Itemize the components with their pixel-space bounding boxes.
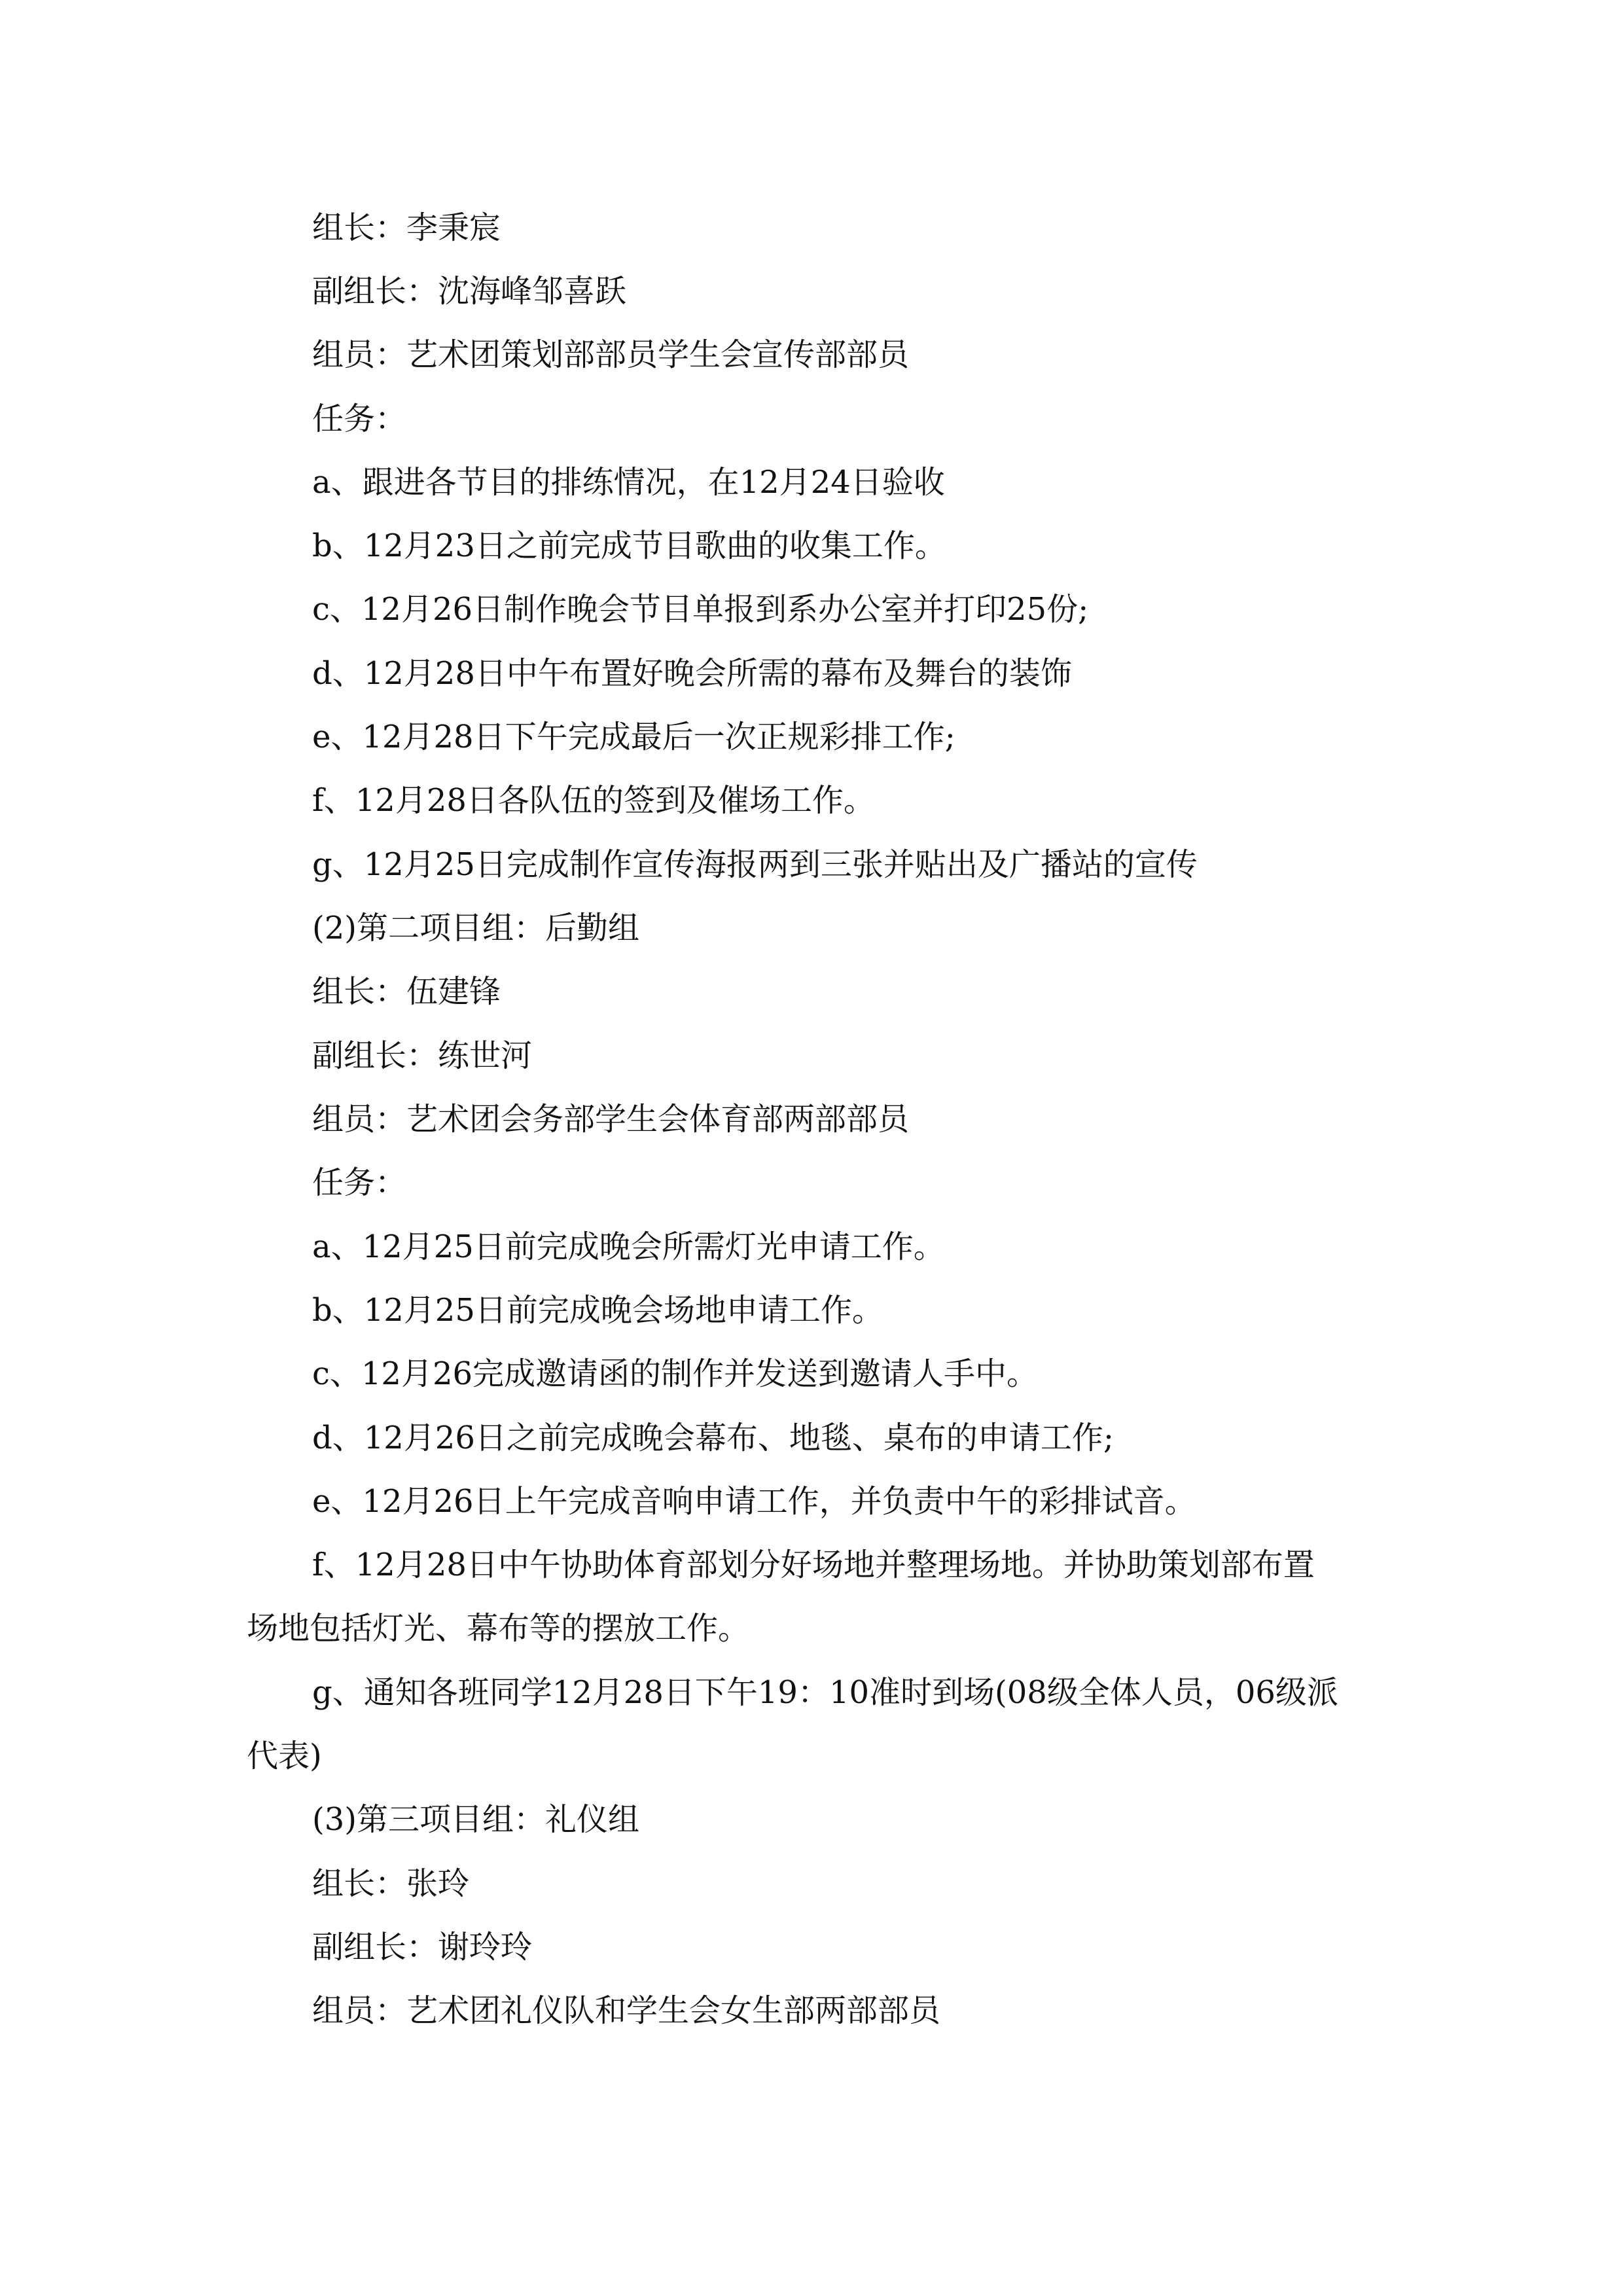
group2-task-g-continued: 代表) bbox=[247, 1738, 322, 1774]
group3-vice-leader: 副组长：谢玲玲 bbox=[312, 1929, 533, 1965]
group1-leader: 组长：李秉宸 bbox=[312, 209, 501, 246]
group1-task-f: f、12月28日各队伍的签到及催场工作。 bbox=[312, 782, 875, 819]
group1-task-e: e、12月28日下午完成最后一次正规彩排工作; bbox=[312, 719, 955, 755]
group3-leader: 组长：张玲 bbox=[312, 1865, 470, 1902]
group3-members: 组员：艺术团礼仪队和学生会女生部两部部员 bbox=[312, 1992, 941, 2029]
group2-task-f: f、12月28日中午协助体育部划分好场地并整理场地。并协助策划部布置 bbox=[312, 1547, 1315, 1583]
group3-heading: (3)第三项目组：礼仪组 bbox=[312, 1801, 639, 1838]
group2-task-e: e、12月26日上午完成音响申请工作，并负责中午的彩排试音。 bbox=[312, 1483, 1196, 1520]
group2-task-c: c、12月26完成邀请函的制作并发送到邀请人手中。 bbox=[312, 1355, 1039, 1392]
group2-task-b: b、12月25日前完成晚会场地申请工作。 bbox=[312, 1292, 883, 1329]
group1-task-d: d、12月28日中午布置好晚会所需的幕布及舞台的装饰 bbox=[312, 655, 1072, 692]
group1-members: 组员：艺术团策划部部员学生会宣传部部员 bbox=[312, 336, 910, 373]
group2-leader: 组长：伍建锋 bbox=[312, 973, 501, 1010]
group1-task-a: a、跟进各节目的排练情况，在12月24日验收 bbox=[312, 464, 945, 501]
group2-task-f-continued: 场地包括灯光、幕布等的摆放工作。 bbox=[247, 1610, 750, 1647]
group2-heading: (2)第二项目组：后勤组 bbox=[312, 910, 639, 946]
group2-tasks-heading: 任务： bbox=[312, 1164, 407, 1201]
group1-task-g: g、12月25日完成制作宣传海报两到三张并贴出及广播站的宣传 bbox=[312, 846, 1198, 883]
group1-task-b: b、12月23日之前完成节目歌曲的收集工作。 bbox=[312, 528, 946, 564]
group1-vice-leader: 副组长：沈海峰邹喜跃 bbox=[312, 273, 627, 310]
group1-tasks-heading: 任务： bbox=[312, 401, 407, 437]
group2-vice-leader: 副组长：练世河 bbox=[312, 1037, 533, 1074]
group2-task-a: a、12月25日前完成晚会所需灯光申请工作。 bbox=[312, 1229, 945, 1265]
group2-task-g: g、通知各班同学12月28日下午19：10准时到场(08级全体人员，06级派 bbox=[312, 1674, 1338, 1711]
group1-task-c: c、12月26日制作晚会节目单报到系办公室并打印25份; bbox=[312, 591, 1089, 628]
group2-task-d: d、12月26日之前完成晚会幕布、地毯、桌布的申请工作; bbox=[312, 1420, 1115, 1456]
group2-members: 组员：艺术团会务部学生会体育部两部部员 bbox=[312, 1101, 910, 1138]
